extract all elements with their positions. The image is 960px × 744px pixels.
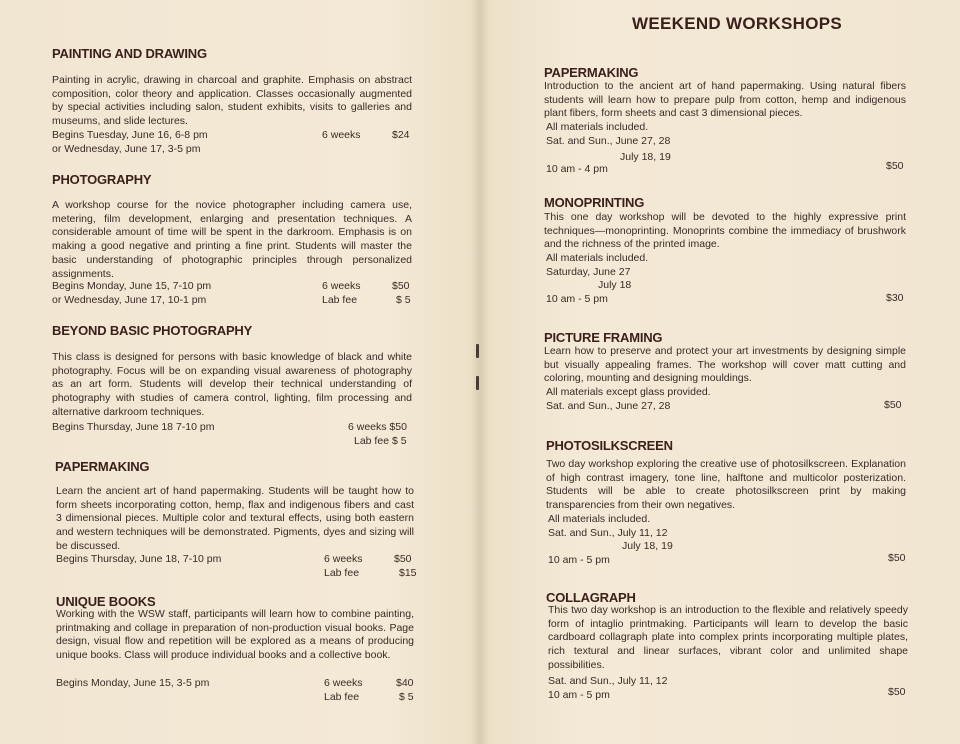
- workshop-date: Sat. and Sun., June 27, 28: [546, 400, 671, 412]
- staple: [476, 344, 479, 358]
- materials-note: All materials included.: [546, 252, 649, 264]
- fee: $24: [392, 129, 410, 141]
- workshop-date: Saturday, June 27: [546, 266, 631, 278]
- lab-fee: $ 5: [396, 294, 411, 306]
- course-description: Learn the ancient art of hand papermaking. Students will be taught how to form sheets incorporating cotton, hemp, flax and indigenous fibers and cast 3 dimensional pieces. Multiple color and textural effects, using both eastern and western techniques will be demonstrated. Pigments, dyes and sizing will be discussed.: [56, 485, 414, 552]
- schedule-row: [52, 421, 414, 435]
- lab-fee: $ 5: [399, 691, 414, 703]
- staple: [476, 376, 479, 390]
- fee: $30: [886, 292, 904, 304]
- right-page: [544, 0, 908, 744]
- schedule: Begins Monday, June 15, 7-10 pm: [52, 280, 212, 292]
- section-title: PHOTOSILKSCREEN: [546, 438, 673, 453]
- course-description: Introduction to the ancient art of hand papermaking. Using natural fibers students will learn how to prepare pulp from cotton, hemp and indigenous plant fibers, form sheets and cast 3 dimensional pieces.: [544, 80, 906, 120]
- workshop-time: 10 am - 4 pm: [546, 163, 608, 175]
- schedule-row: [56, 677, 418, 691]
- materials-note: All materials except glass provided.: [546, 386, 711, 398]
- course-description: Working with the WSW staff, participants will learn how to combine painting, printmaking and collage in preparation of non-production visual books. Page design, visual flow and repetition will be explored as a means of producing unique books. Class will produce individual books and a collective book.: [56, 608, 414, 662]
- fee: $50: [884, 399, 902, 411]
- workshop-date: Sat. and Sun., July 11, 12: [548, 675, 668, 687]
- duration: 6 weeks: [322, 129, 361, 141]
- section-title: BEYOND BASIC PHOTOGRAPHY: [52, 323, 253, 338]
- fee: $50: [888, 552, 906, 564]
- lab-fee-label: Lab fee: [322, 294, 358, 306]
- schedule-row: [52, 294, 414, 308]
- fee: $50: [886, 160, 904, 172]
- fee: $40: [396, 677, 414, 689]
- workshop-date: Sat. and Sun., July 11, 12: [548, 527, 668, 539]
- section-title: PICTURE FRAMING: [544, 330, 663, 345]
- section-title: MONOPRINTING: [544, 195, 645, 210]
- workshop-date: July 18, 19: [620, 151, 671, 163]
- course-description: This class is designed for persons with basic knowledge of black and white photography. Focus will be on expanding visual awareness of photography as an art form. Students will develop their technical understanding of photography with studies of camera control, lighting, film processing and alternative darkroom techniques.: [52, 351, 412, 418]
- duration: 6 weeks: [324, 677, 363, 689]
- lab-fee: Lab fee $ 5: [354, 435, 407, 447]
- schedule: Begins Thursday, June 18 7-10 pm: [52, 421, 215, 433]
- lab-fee-label: Lab fee: [324, 567, 360, 579]
- duration-fee: 6 weeks $50: [348, 421, 407, 433]
- fee: $50: [394, 553, 412, 565]
- course-description: Learn how to preserve and protect your art investments by designing simple but visually appealing frames. The workshop will cover matt cutting and coloring, mounting and designing mouldings.: [544, 345, 906, 385]
- lab-fee-label: Lab fee: [324, 691, 360, 703]
- course-description: This one day workshop will be devoted to the highly expressive print techniques—monoprinting. Monoprints combine the immediacy of brushwork and the richness of the printed image.: [544, 211, 906, 251]
- schedule: or Wednesday, June 17, 10-1 pm: [52, 294, 207, 306]
- schedule-row: [56, 691, 418, 705]
- course-description: Two day workshop exploring the creative use of photosilkscreen. Explanation of high contrast imagery, tone line, halftone and multicolor posterization. Students will be able to create photosilkscreen print by making transparencies from their own negatives.: [546, 458, 906, 512]
- fee: $50: [392, 280, 410, 292]
- course-description: A workshop course for the novice photographer including camera use, metering, film development, enlarging and presentation techniques. A considerable amount of time will be spent in the darkroom. Emphasis is on making a good negative and printing a fine print. Students will master the basic understanding of photographic principles through personalized assignments.: [52, 199, 412, 280]
- course-description: Painting in acrylic, drawing in charcoal and graphite. Emphasis on abstract composition, color theory and application. Classes occasionally augmented by special activities including salon, student exhibits, visits to galleries and museums, and slide lectures.: [52, 74, 412, 128]
- schedule-row: [52, 129, 414, 143]
- workshop-time: 10 am - 5 pm: [548, 689, 610, 701]
- left-page: [52, 0, 417, 744]
- workshop-date: July 18: [598, 279, 632, 291]
- section-title: PAINTING AND DRAWING: [52, 46, 207, 61]
- section-title: PAPERMAKING: [55, 459, 150, 474]
- schedule: Begins Tuesday, June 16, 6-8 pm: [52, 129, 208, 141]
- schedule-row: [52, 435, 414, 449]
- section-title: PHOTOGRAPHY: [52, 172, 152, 187]
- workshop-time: 10 am - 5 pm: [548, 554, 610, 566]
- course-description: This two day workshop is an introduction to the flexible and relatively speedy form of intaglio printmaking. Participants will learn to develop the basic cardboard collagraph plate into complex prints incorporating multiple plates, rich textural and linear surfaces, vibrant color and unlimited shape possibilities.: [548, 604, 908, 671]
- section-title: PAPERMAKING: [544, 65, 639, 80]
- schedule: Begins Monday, June 15, 3-5 pm: [56, 677, 210, 689]
- workshop-date: July 18, 19: [622, 540, 673, 552]
- schedule: Begins Thursday, June 18, 7-10 pm: [56, 553, 222, 565]
- schedule: or Wednesday, June 17, 3-5 pm: [52, 143, 201, 155]
- duration: 6 weeks: [322, 280, 361, 292]
- materials-note: All materials included.: [548, 513, 651, 525]
- lab-fee: $15: [399, 567, 417, 579]
- schedule-row: [56, 567, 418, 581]
- duration: 6 weeks: [324, 553, 363, 565]
- schedule-row: [52, 280, 414, 294]
- fee: $50: [888, 686, 906, 698]
- workshop-date: Sat. and Sun., June 27, 28: [546, 135, 671, 147]
- schedule-row: [56, 553, 418, 567]
- section-title: UNIQUE BOOKS: [56, 594, 156, 609]
- workshop-time: 10 am - 5 pm: [546, 293, 608, 305]
- section-title: COLLAGRAPH: [546, 590, 636, 605]
- schedule-row: [52, 143, 414, 157]
- materials-note: All materials included.: [546, 121, 649, 133]
- page-title: WEEKEND WORKSHOPS: [632, 14, 843, 33]
